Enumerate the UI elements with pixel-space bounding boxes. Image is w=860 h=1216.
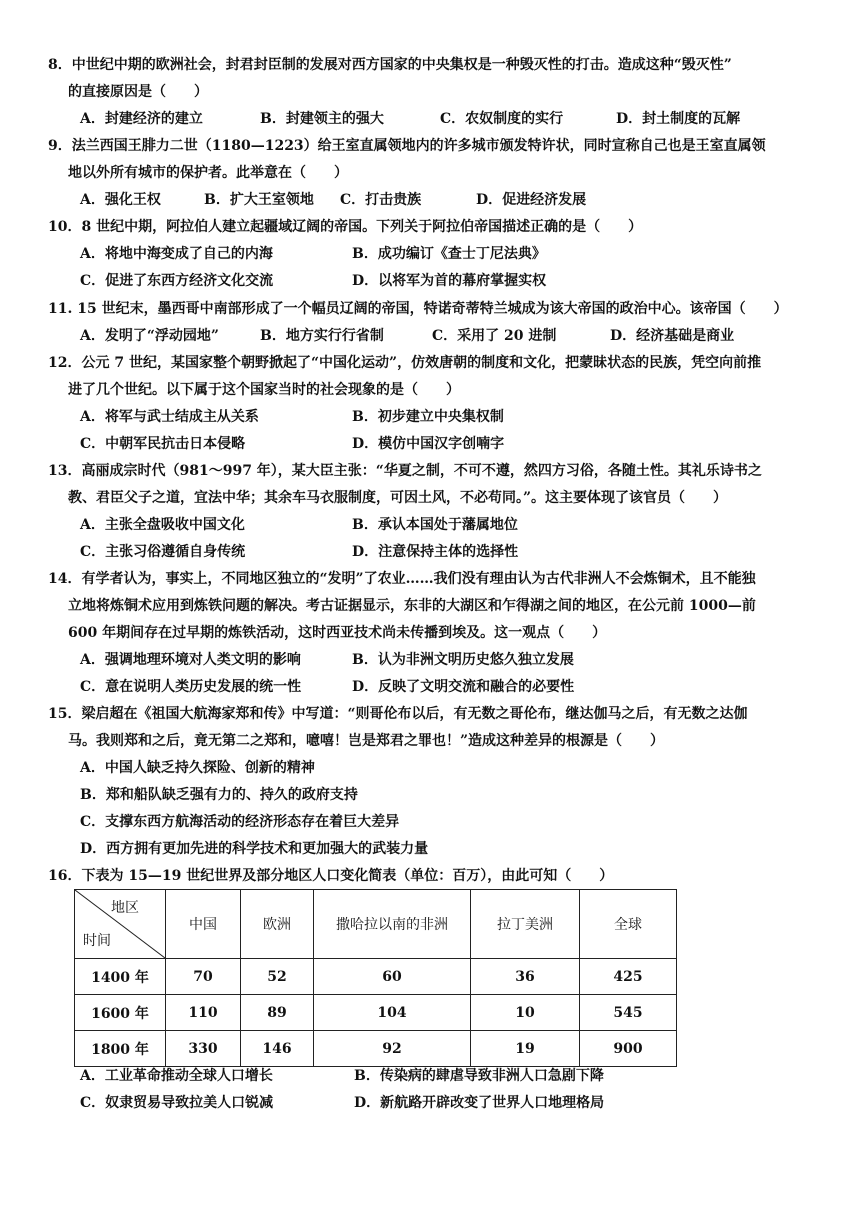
option-c: C．打击贵族 <box>340 192 422 208</box>
stem-line: 地以外所有城市的保护者。此举意在（ ） <box>68 165 348 181</box>
column-header: 欧洲 <box>241 890 314 959</box>
question-stem <box>48 296 818 323</box>
table-cell: 545 <box>580 995 677 1031</box>
options-row <box>48 187 818 214</box>
stem-line: 14．有学者认为，事实上，不同地区独立的“发明”了农业……我们没有理由认为古代非洲人不会炼铜术，且不能独 <box>48 571 756 587</box>
row-year: 1600 年 <box>75 995 166 1031</box>
table-cell: 104 <box>314 995 471 1031</box>
table-row <box>75 1031 677 1067</box>
question-stem <box>48 863 818 890</box>
options-row <box>48 431 818 458</box>
option-b: B．封建领主的强大 <box>260 111 384 127</box>
question-13 <box>48 458 818 566</box>
population-table <box>74 889 677 1067</box>
option-d: D．注意保持主体的选择性 <box>352 544 519 560</box>
option-d: D．封土制度的瓦解 <box>616 111 741 127</box>
option-d: D．西方拥有更加先进的科学技术和更加强大的武装力量 <box>80 841 429 857</box>
stem-line: 立地将炼铜术应用到炼铁问题的解决。考古证据显示，东非的大湖区和乍得湖之间的地区，在公元前 1000—前 <box>68 598 756 614</box>
question-10 <box>48 214 818 295</box>
options-row <box>48 106 818 133</box>
option-d: D．反映了文明交流和融合的必要性 <box>352 679 575 695</box>
corner-label-region: 地区 <box>111 900 139 916</box>
option-b: B．认为非洲文明历史悠久独立发展 <box>352 652 574 668</box>
options-row <box>48 404 818 431</box>
stem-line: 600 年期间存在过早期的炼铁活动，这时西亚技术尚未传播到埃及。这一观点（ ） <box>68 625 607 641</box>
question-14 <box>48 566 818 701</box>
option-d: D．以将军为首的幕府掌握实权 <box>352 273 547 289</box>
question-stem <box>48 701 818 755</box>
option-b: B．地方实行行省制 <box>260 328 384 344</box>
option-b: B．郑和船队缺乏强有力的、持久的政府支持 <box>80 787 358 803</box>
stem-line: 进了几个世纪。以下属于这个国家当时的社会现象的是（ ） <box>68 382 460 398</box>
row-year: 1800 年 <box>75 1031 166 1067</box>
corner-label-time: 时间 <box>83 933 111 949</box>
column-header: 中国 <box>166 890 241 959</box>
options-row <box>48 1063 818 1090</box>
options-row <box>48 241 818 268</box>
table-corner-cell <box>75 890 166 959</box>
question-stem <box>48 133 818 187</box>
option-a: A．工业革命推动全球人口增长 <box>80 1068 273 1084</box>
option-b: B．初步建立中央集权制 <box>352 409 504 425</box>
stem-line: 8．中世纪中期的欧洲社会，封君封臣制的发展对西方国家的中央集权是一种毁灭性的打击。造成这种“毁灭性” <box>48 57 732 73</box>
option-d: D．模仿中国汉字创喃字 <box>352 436 505 452</box>
question-12 <box>48 350 818 458</box>
option-b: B．传染病的肆虐导致非洲人口急剧下降 <box>354 1068 604 1084</box>
option-a: A．发明了“浮动园地” <box>80 328 219 344</box>
option-c: C．奴隶贸易导致拉美人口锐减 <box>80 1095 274 1111</box>
options-row <box>48 674 818 701</box>
table-cell: 900 <box>580 1031 677 1067</box>
stem-line: 9．法兰西国王腓力二世（1180—1223）给王室直属领地内的许多城市颁发特许状，同时宣称自己也是王室直属领 <box>48 138 766 154</box>
table-cell: 425 <box>580 959 677 995</box>
option-d: D．经济基础是商业 <box>610 328 735 344</box>
table-cell: 146 <box>241 1031 314 1067</box>
option-a: A．主张全盘吸收中国文化 <box>80 517 245 533</box>
stem-line: 13．高丽成宗时代（981～997 年），某大臣主张：“华夏之制，不可不遵，然四方习俗，各随土性。其礼乐诗书之 <box>48 463 762 479</box>
option-c: C．主张习俗遵循自身传统 <box>80 544 246 560</box>
option-c: C．采用了 20 进制 <box>432 328 557 344</box>
table-cell: 10 <box>471 995 580 1031</box>
question-stem <box>48 214 818 241</box>
row-year: 1400 年 <box>75 959 166 995</box>
question-stem <box>48 350 818 404</box>
question-11 <box>48 296 818 350</box>
table-cell: 330 <box>166 1031 241 1067</box>
question-15 <box>48 701 818 863</box>
option-a: A．强化王权 <box>80 192 161 208</box>
column-header: 全球 <box>580 890 677 959</box>
option-b: B．扩大王室领地 <box>204 192 314 208</box>
option-a: A．强调地理环境对人类文明的影响 <box>80 652 301 668</box>
stem-line: 16．下表为 15—19 世纪世界及部分地区人口变化简表（单位：百万），由此可知（ ） <box>48 868 614 884</box>
table-cell: 110 <box>166 995 241 1031</box>
question-8 <box>48 52 818 133</box>
column-header: 撒哈拉以南的非洲 <box>314 890 471 959</box>
table-cell: 89 <box>241 995 314 1031</box>
options-row <box>48 1090 818 1117</box>
option-b: B．成功编订《查士丁尼法典》 <box>352 246 546 262</box>
question-16-options <box>48 1063 818 1117</box>
options-row <box>48 647 818 674</box>
options-row <box>48 512 818 539</box>
option-d: D．新航路开辟改变了世界人口地理格局 <box>354 1095 605 1111</box>
table-row <box>75 959 677 995</box>
question-stem <box>48 566 818 647</box>
table-row <box>75 995 677 1031</box>
options-row <box>48 539 818 566</box>
option-a: A．将地中海变成了自己的内海 <box>80 246 273 262</box>
option-b: B．承认本国处于藩属地位 <box>352 517 518 533</box>
question-stem <box>48 52 818 106</box>
question-9 <box>48 133 818 214</box>
question-stem <box>48 458 818 512</box>
options-row <box>48 268 818 295</box>
table-cell: 36 <box>471 959 580 995</box>
option-c: C．意在说明人类历史发展的统一性 <box>80 679 302 695</box>
stem-line: 马。我则郑和之后，竟无第二之郑和，噫嘻！岂是郑君之罪也！”造成这种差异的根源是（ ） <box>68 733 665 749</box>
table-cell: 92 <box>314 1031 471 1067</box>
options-row <box>48 323 818 350</box>
option-a: A．封建经济的建立 <box>80 111 203 127</box>
stem-line: 11. 15 世纪末，墨西哥中南部形成了一个幅员辽阔的帝国，特诺奇蒂特兰城成为该大帝国的政治中心。该帝国（ ） <box>48 301 788 317</box>
question-16 <box>48 863 818 890</box>
table-cell: 70 <box>166 959 241 995</box>
option-c: C．促进了东西方经济文化交流 <box>80 273 274 289</box>
table-cell: 60 <box>314 959 471 995</box>
option-c: C．农奴制度的实行 <box>440 111 564 127</box>
stem-line: 教、君臣父子之道，宜法中华；其余车马衣服制度，可因土风，不必苟同。”。这主要体现了该官员（ ） <box>68 490 728 506</box>
option-c: C．中朝军民抗击日本侵略 <box>80 436 246 452</box>
table-header-row <box>75 890 677 959</box>
table-cell: 19 <box>471 1031 580 1067</box>
option-a: A．将军与武士结成主从关系 <box>80 409 259 425</box>
stem-line: 12．公元 7 世纪，某国家整个朝野掀起了“中国化运动”，仿效唐朝的制度和文化，把蒙昧状态的民族，凭空向前推 <box>48 355 762 371</box>
option-d: D．促进经济发展 <box>476 192 587 208</box>
stem-line: 的直接原因是（ ） <box>68 84 208 100</box>
option-c: C．支撑东西方航海活动的经济形态存在着巨大差异 <box>80 814 400 830</box>
column-header: 拉丁美洲 <box>471 890 580 959</box>
stem-line: 15．梁启超在《祖国大航海家郑和传》中写道：“则哥伦布以后，有无数之哥伦布，继达伽马之后，有无数之达伽 <box>48 706 748 722</box>
stem-line: 10．8 世纪中期，阿拉伯人建立起疆域辽阔的帝国。下列关于阿拉伯帝国描述正确的是（ ） <box>48 219 643 235</box>
table-cell: 52 <box>241 959 314 995</box>
option-a: A．中国人缺乏持久探险、创新的精神 <box>80 760 315 776</box>
